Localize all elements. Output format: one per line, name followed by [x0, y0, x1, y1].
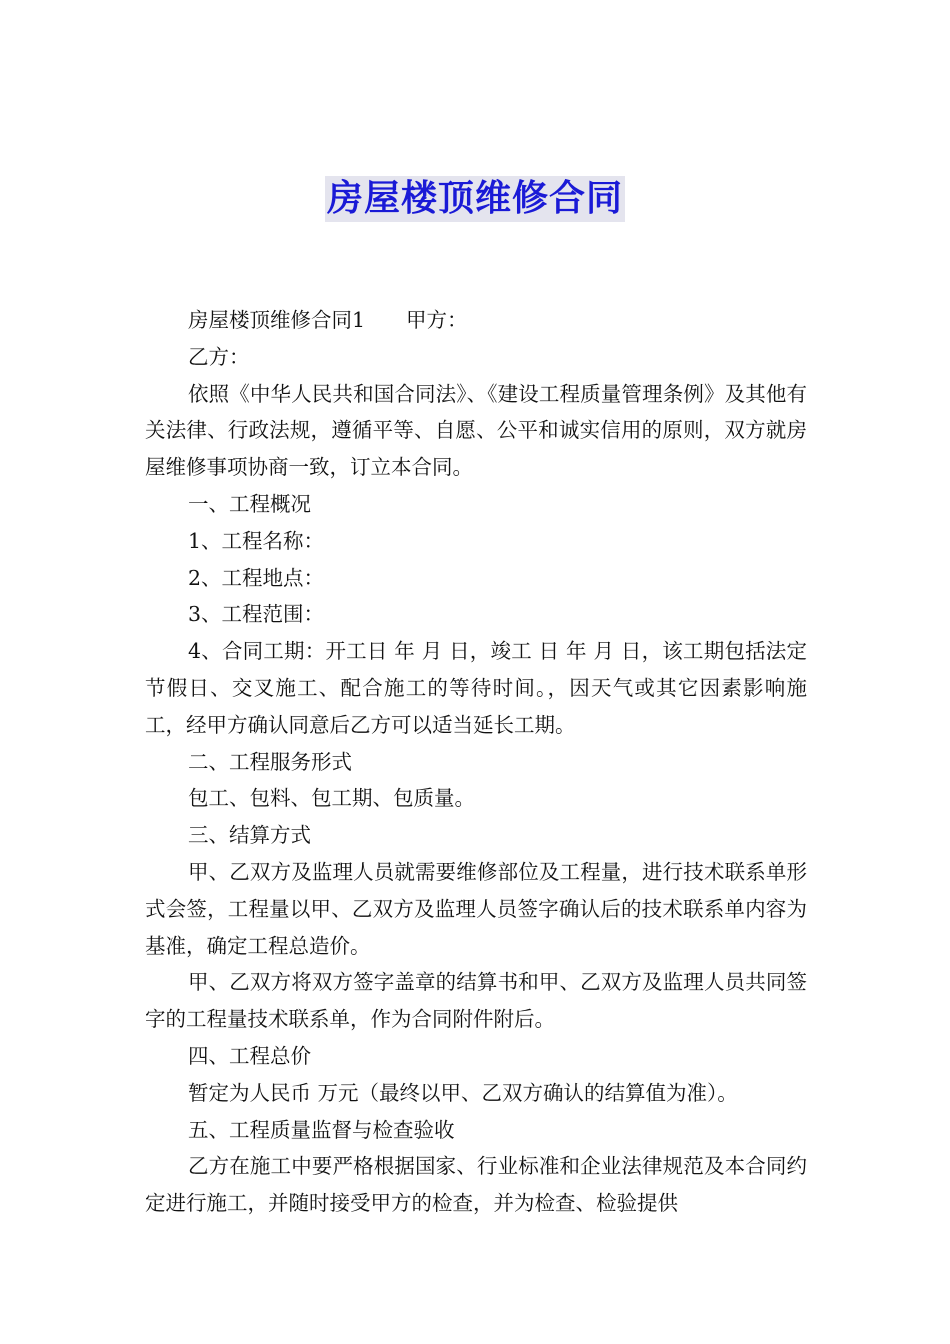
paragraph: 暂定为人民币 万元（最终以甲、乙双方确认的结算值为准）。	[188, 1080, 738, 1105]
section-heading: 三、结算方式	[188, 823, 311, 848]
section-heading: 二、工程服务形式	[188, 749, 352, 774]
paragraph: 房屋楼顶维修合同1 甲方：	[188, 308, 468, 332]
list-item: 4、合同工期：开工日 年 月 日，竣工 日 年 月 日，该工期包括法定节假日、交叉施工、配合施工的等待时间。，因天气或其它因素影响施工，经甲方确认同意后乙方可以适当延长工期。	[145, 639, 807, 737]
section-heading: 一、工程概况	[188, 491, 311, 516]
paragraph: 甲、乙双方及监理人员就需要维修部位及工程量，进行技术联系单形式会签，工程量以甲、乙双方及监理人员签字确认后的技术联系单内容为基准，确定工程总造价。	[145, 859, 807, 958]
list-item: 2、工程地点：	[188, 565, 325, 590]
section-heading: 四、工程总价	[188, 1043, 311, 1068]
paragraph: 乙方：	[188, 344, 250, 369]
list-item: 3、工程范围：	[188, 602, 325, 627]
paragraph: 依照《中华人民共和国合同法》、《建设工程质量管理条例》及其他有关法律、行政法规，遵循平等、自愿、公平和诚实信用的原则，双方就房屋维修事项协商一致，订立本合同。	[145, 381, 807, 480]
document-body	[145, 302, 807, 1222]
paragraph: 包工、包料、包工期、包质量。	[188, 786, 475, 811]
section-heading: 五、工程质量监督与检查验收	[188, 1117, 455, 1142]
document-title: 房屋楼顶维修合同	[325, 176, 625, 222]
paragraph: 甲、乙双方将双方签字盖章的结算书和甲、乙双方及监理人员共同签字的工程量技术联系单，作为合同附件附后。	[145, 970, 807, 1032]
paragraph: 乙方在施工中要严格根据国家、行业标准和企业法律规范及本合同约定进行施工，并随时接受甲方的检查，并为检查、检验提供	[145, 1154, 807, 1216]
title-container	[0, 176, 950, 222]
list-item: 1、工程名称：	[188, 528, 325, 553]
